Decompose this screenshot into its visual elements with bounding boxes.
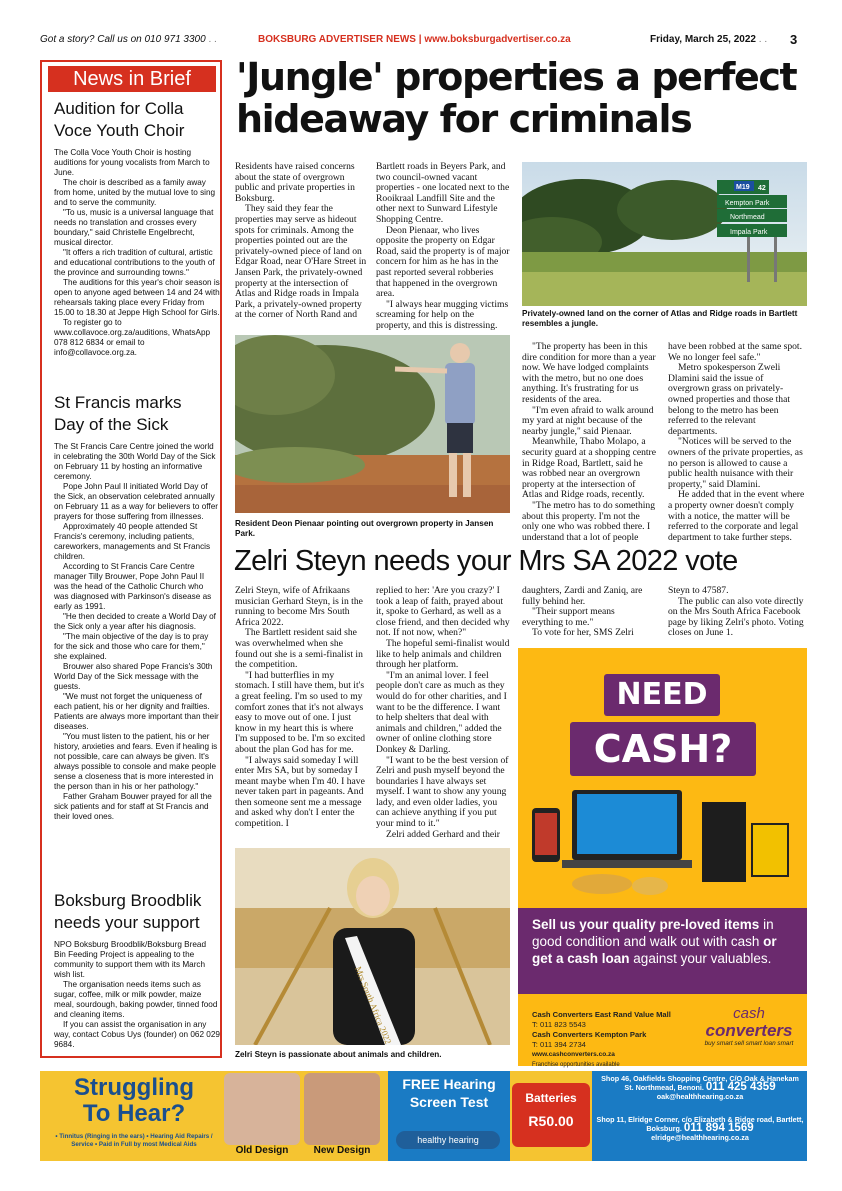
- sash-text: Mrs South Africa 2022: [353, 965, 394, 1045]
- article2-headline: Zelri Steyn needs your Mrs SA 2022 vote: [234, 545, 738, 577]
- struggling-title: Struggling To Hear?: [74, 1074, 194, 1127]
- products-image: [532, 788, 792, 902]
- caption-zelri-photo: Zelri Steyn is passionate about animals and children.: [235, 1050, 442, 1059]
- brief-body-st-francis: The St Francis Care Centre joined the world in celebrating the 30th World Day of the Sick on February 11 by hosting an informative ceremony. Pope John Paul II initiated World Day of the Sick, an observation celebrated annually on February 11 as a way for believers to offer prayers for those suffering from illnesses. Approximately 40 people attended St Francis's ceremony, including patients, careworkers, managements and St Francis children. According to St Francis Care Centre manager Tilly Brouwer, Pope John Paul II was the head of the Catholic Church who was diagnosed with Parkinson's disease as early as 1991. "He then decided to create a World Day of the Sick only a year after his diagnosis. "The main objective of the day is to pray for the sick and those who care for them," she explained. Brouwer also shared Pope Francis's 30th World Day of the Sick message with the guests. "We must not forget the uniqueness of each patient, his or her dignity and frailties. Patients are always more important than their diseases. "You must listen to the patient, his or her history, anxieties and fears. Even if healing is not possible, care can always be given. It's always possible to console and make people sense a closeness that is more interested in the person than in his or her pathology." Father Graham Bouwer prayed for all the sick patients and for staff at St Francis and their loved ones.: [54, 442, 219, 821]
- article2-col2: replied to her: 'Are you crazy?' I took a leap of faith, prayed about it, spoke to Gerhard, as well as a close friend, and then decided why not. If not now, when?" The hopeful semi-finalist would like to help animals and children through her platform. "I'm an animal lover. I feel people don't care as much as they would do for other charities, and I want to be the difference. I want to help shelters that deal with animals and children," added the owner of online clothing store Donkey & Darling. "I want to be the best version of Zelri and push myself beyond the boundaries I have always set myself. I want to show any young lady, and even older ladies, you can achieve anything if you put your mind to it." Zelri added Gerhard and their: [376, 585, 510, 840]
- article2-col4: Steyn to 47587. The public can also vote directly on the Mrs South Africa Facebook page by liking Zelri's photo. Voting closes on June 1.: [668, 585, 804, 639]
- article1-headline: 'Jungle' properties a perfect hideaway for criminals: [236, 55, 797, 141]
- sign-text-42: 42: [758, 185, 766, 192]
- ad-stores: Cash Converters East Rand Value Mall T: 011 823 5543 Cash Converters Kempton Park T: 011 394 2734 www.cashconverters.co.za Franchise opportunities available: [532, 1010, 671, 1068]
- branch2: Shop 11, Elridge Corner, c/o Elizabeth & Ridge road, Bartlett, Boksburg. 011 894 1569 elridge@healthhearing.co.za: [596, 1115, 804, 1142]
- zelri-photo: [235, 848, 510, 1045]
- hearing-ad: [40, 1071, 807, 1161]
- zelri-steyn-image: [235, 848, 510, 1045]
- brief-heading-st-francis: St Francis marks Day of the Sick: [54, 393, 182, 434]
- sign-text-m19: M19: [736, 184, 750, 191]
- cash-converters-ad: [518, 648, 807, 1066]
- free-screen-text: FREE Hearing Screen Test: [402, 1076, 496, 1110]
- article2-col3: daughters, Zardi and Zaniq, are fully behind her. "Their support means everything to me." To vote for her, SMS Zelri: [522, 585, 643, 639]
- brief-heading-broodblik: Boksburg Broodblik needs your support: [54, 891, 202, 932]
- caption-jungle-photo: Privately-owned land on the corner of Atlas and Ridge roads in Bartlett resembles a jungle.: [522, 309, 798, 328]
- brief-body-broodblik: NPO Boksburg Broodblik/Boksburg Bread Bin Feeding Project is appealing to the community to support them with its March wish list. The organisation needs items such as sugar, coffee, milk or milk powder, maize meal, sourdough, baking powder, tinned food and cleaning items. If you can assist the organisation in any way, contact Cobus Uys (founder) on 062 029 9684.: [54, 940, 220, 1049]
- console-icon: [702, 802, 746, 882]
- news-in-brief-title: News in Brief: [48, 66, 216, 92]
- header-date: Friday, March 25, 2022 . .: [650, 34, 768, 45]
- article1-col1: Residents have raised concerns about the state of overgrown public and private properties in Boksburg. They said they fear the properties may serve as hideout spots for criminals. Among the properties pointed out are the privately-owned piece of land on Edgar Road, near O'Hare Street in Jansen Park, the privately-owned property at the intersection of Atlas and Ridge roads in Impala Park, a privately-owned property at the corner of North Rand and: [235, 161, 367, 321]
- pienaar-photo: [235, 335, 510, 513]
- header-publication: BOKSBURG ADVERTISER NEWS | www.boksburgadvertiser.co.za: [258, 34, 571, 45]
- article1-col4: have been robbed at the same spot. We no longer feel safe." Metro spokesperson Zweli Dlamini said the issue of overgrown grass on privately-owned properties and those that belong to the metro has been referred to the relevant departments. "Notices will be served to the owners of the private properties, as no person is allowed to cause a public health nuisance with their property," said Dlamini. He added that in the event where a property owner doesn't comply with a notice, the matter will be referred to the corporate and legal department to take further steps.: [668, 341, 805, 543]
- need-label: NEED: [604, 674, 720, 716]
- person-shirt: [445, 363, 475, 425]
- news-in-brief-panel: [40, 60, 222, 1058]
- old-design-label: Old Design: [235, 1145, 289, 1156]
- page-number: 3: [790, 32, 798, 47]
- header-contact: Got a story? Call us on 010 971 3300 . .: [40, 34, 217, 45]
- cash-label: CASH?: [570, 722, 756, 776]
- sign-text-northmead: Northmead: [730, 214, 765, 221]
- ad-pitch: Sell us your quality pre-loved items in good condition and walk out with cash or get a cash loan against your valuables.: [532, 917, 777, 966]
- caption-pienaar-photo: Resident Deon Pienaar pointing out overgrown property in Jansen Park.: [235, 519, 494, 538]
- new-design-ear-icon: [304, 1073, 380, 1145]
- jungle-photo: [522, 162, 807, 306]
- batteries-price: R50.00: [528, 1113, 574, 1129]
- branch1: Shop 46, Oakfields Shopping Centre, C/O Oak & Hanekam St. Northmead, Benoni. 011 425 4359 oak@healthhearing.co.za: [601, 1074, 799, 1101]
- healthy-hearing-logo: healthy hearing: [396, 1131, 500, 1149]
- cash-converters-logo: cash converters buy smart sell smart loan smart: [704, 1005, 794, 1047]
- article1-col2: Bartlett roads in Beyers Park, and two council-owned vacant properties - one located next to the Rooikraal Landfill Site and the other next to Sunward Lifestyle Shopping Centre. Deon Pienaar, who lives opposite the property on Edgar Road, said the property is of major concern for him as he has in the past reported several robberies that happened in the overgrown area. "I always hear mugging victims screaming for help on the property, and this is distressing.: [376, 161, 510, 331]
- drill-icon: [752, 824, 788, 876]
- hearing-bullets: • Tinnitus (Ringing in the ears) • Hearing Aid Repairs / Service • Paid in Full by most Medical Aids: [55, 1133, 213, 1148]
- batteries-label: Batteries: [525, 1091, 577, 1105]
- person-head: [450, 343, 470, 363]
- old-design-ear-icon: [224, 1073, 300, 1145]
- overgrown-land-image: [522, 162, 807, 306]
- sign-text-impala: Impala Park: [730, 229, 768, 236]
- brief-heading-choir: Audition for Colla Voce Youth Choir: [54, 99, 185, 140]
- jewellery-icon: [572, 874, 632, 894]
- new-design-label: New Design: [313, 1145, 371, 1156]
- resident-pointing-image: [235, 335, 510, 513]
- woman-face: [356, 876, 390, 916]
- article2-col1: Zelri Steyn, wife of Afrikaans musician Gerhard Steyn, is in the running to become Mrs South Africa 2022. The Bartlett resident said she was overwhelmed when she found out she is a semi-finalist in the competition. "I had butterflies in my stomach. I still have them, but it's a great feeling. I'm so used to my comfort zones that it's not always easy to move out of one. I just know in my heart this is where I'm supposed to be. I'm so excited about the plan God has for me. "I always said someday I will enter Mrs SA, but by someday I meant maybe when I'm 40. I have never taken part in pageants. And then someone sent me a message and asked why don't I enter the competition. I: [235, 585, 366, 830]
- article1-col3: "The property has been in this dire condition for more than a year now. We have lodged complaints with the metro, but no one does anything. It's frustrating for us residents of the area. "I'm even afraid to walk around my yard at night because of the nearby jungle," said Pienaar. Meanwhile, Thabo Molapo, a security guard at a shopping centre in Ridge Road, Bartlett, said he was robbed near an overgrown property at the intersection of Atlas and Ridge roads, recently. "The metro has to do something about this property. I'm not the only one who was robbed there. I understand that a lot of people: [522, 341, 656, 543]
- sign-text-kempton: Kempton Park: [725, 200, 770, 207]
- brief-body-choir: The Colla Voce Youth Choir is hosting auditions for young vocalists from March to June. The choir is described as a family away from home, united by the mutual love to sing and to serve the community. "To us, music is a universal language that needs no translation and crosses every boundary," said Christelle Engelbrecht, musical director. "It offers a rich tradition of cultural, artistic and educational contributions to the youth of the province and surrounding towns." The auditions for this year's choir season is open to anyone aged between 14 and 24 with rehearsals taking place every Friday from 15.00 to 18.30 at Jeppe High School for Girls. To register go to www.collavoce.org.za/auditions, WhatsApp 078 812 6834 or email to info@collavoce.org.za.: [54, 148, 220, 357]
